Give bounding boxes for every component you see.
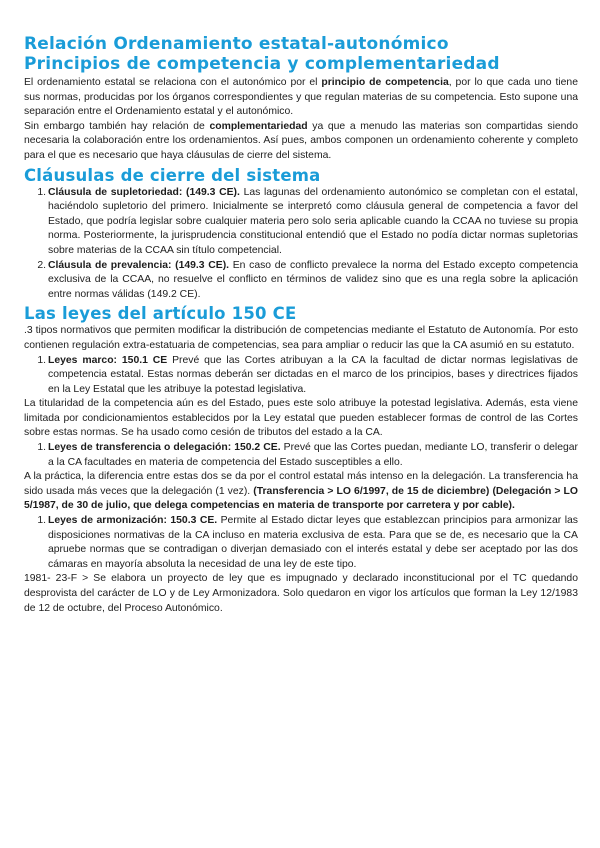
intro-paragraph-1: El ordenamiento estatal se relaciona con el autonómico por el principio de competencia, por lo que cada uno tiene sus normas, producidas por los órganos correspondientes y que regulan materias de su competencia. Esto supone una separación entre el Ordenamiento estatal y el autonómico. xyxy=(24,77,578,118)
title-main: Relación Ordenamiento estatal-autonómico xyxy=(24,34,449,54)
paragraph-practica: A la práctica, la diferencia entre estas dos se da por el control estatal más intenso en la delegación. La transferencia ha sido usada más veces que la delegación (1 vez). (Transferencia > LO 6/1997, de 15 de diciembre) (Delegación > LO 5/1987, de 30 de julio, que delega competencias en materia de transporte por carretera y por cable). xyxy=(24,471,578,512)
title-principles: Principios de competencia y complementariedad xyxy=(24,54,500,74)
art150-intro: .3 tipos normativos que permiten modificar la distribución de competencias mediante el Estatuto de Autonomía. Por esto contienen regulación extra-estatuaria de competencias, sea para ampliar o reducir las que la CA asumió en su estatuto. xyxy=(24,325,578,351)
list-item: 1. Cláusula de supletoriedad: (149.3 CE). Las lagunas del ordenamiento autonómico se completan con el estatal, haciéndolo supletorio del primero. Inicialmente se interpretó como cláusula general de competencia a favor del Estado, que podría legislar sobre cualquier materia pero solo seria aplicable cuando la CCAA no tuviese su propia norma. Posteriormente, la jurisprudencia constitucional entendió que el Estado no podía dictar normas supletorias sobre materias de la CCAA sin título competencial. xyxy=(37,186,579,256)
paragraph-titularidad: La titularidad de la competencia aún es del Estado, pues este solo atribuye la potestad legislativa. Además, esta viene limitada por condicionamientos establecidos por la Ley estatal que pueden establecer formas de control de las Cortes sobre estas normas. Se ha usado como cesión de tributos del estado a la CA. xyxy=(24,398,578,439)
section-heading-art150: Las leyes del artículo 150 CE xyxy=(24,304,297,324)
section-heading-closure: Cláusulas de cierre del sistema xyxy=(24,165,321,185)
closure-list xyxy=(24,186,578,303)
list-item-leyes-marco: 1. Leyes marco: 150.1 CE Prevé que las Cortes atribuyan a la CA la facultad de dictar normas legislativas de competencia estatal. Estas normas deberán ser dictadas en el marco de los principios, bases y directrices fijados en la Ley Estatal que les atribuye la potestad legislativa. xyxy=(37,354,578,395)
list-item-armonizacion: 1. Leyes de armonización: 150.3 CE. Permite al Estado dictar leyes que establezcan principios para armonizar las disposiciones normativas de la CA incluso en materia exclusiva de esta. Para que se de, es necesario que la CA apruebe normas que se contradigan o diverjan demasiado con el interés estatal y debe ser aceptado por las dos cámaras en mayoría absoluta la necesidad de una ley de este tipo. xyxy=(37,515,578,570)
paragraph-1981: 1981- 23-F > Se elabora un proyecto de ley que es impugnado y declarado inconstitucional por el TC quedando desprovista del carácter de LO y de Ley Armonizadora. Solo quedaron en vigor los artículos que forman la Ley 12/1983 de 12 de octubre, del Proceso Autonómico. xyxy=(24,573,578,614)
list-item: 2. Cláusula de prevalencia: (149.3 CE). En caso de conflicto prevalece la norma del Estado excepto competencia exclusiva de la CCAA, no resuelve el conflicto en términos de validez sino que es una regla sobre la aplicación entre normas válidas (149.2 CE). xyxy=(37,259,579,300)
list-item-transferencia: 1. Leyes de transferencia o delegación: 150.2 CE. Prevé que las Cortes puedan, mediante LO, transferir o delegar a la CA facultades en materia de competencia del Estado susceptibles a ello. xyxy=(37,442,578,468)
intro-paragraph-2: Sin embargo también hay relación de complementariedad ya que a menudo las materias son compartidas siendo necesaria la colaboración entre los ordenamientos. Así pues, ambos componen un ordenamiento coherente y completo para el que es necesario que haya cláusulas de cierre del sistema. xyxy=(24,120,578,161)
